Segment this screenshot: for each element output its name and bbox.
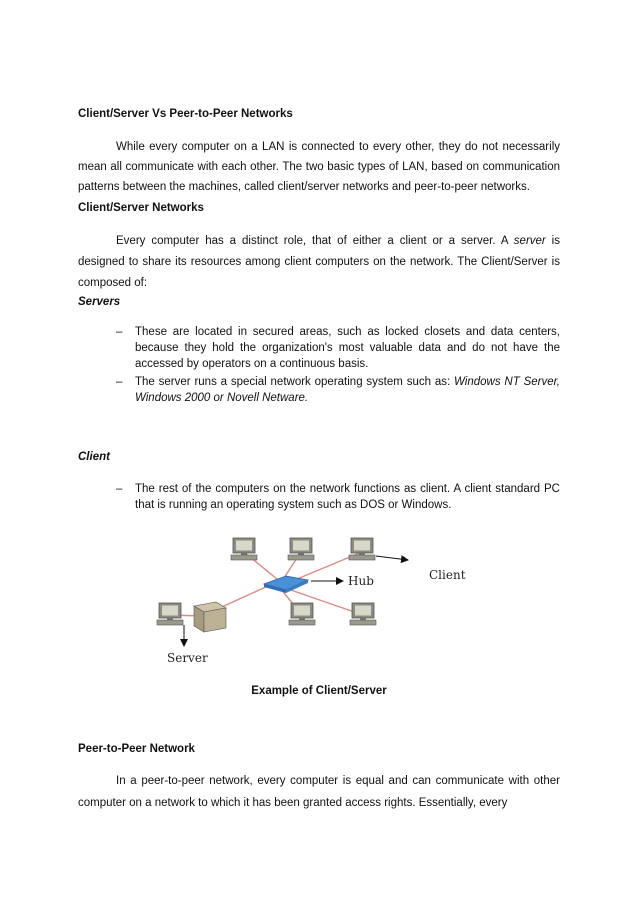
client-computer-icon [288,538,314,560]
bullet-text: The server runs a special network operating system such as: [135,376,455,388]
client-arrow [376,556,408,560]
list-item [78,324,560,372]
client-heading: Client [78,451,110,463]
cs-text-part2: is designed to share its resources among client computers on the network. The Client/Server is composed of: [78,235,560,289]
p2p-text: In a peer-to-peer network, every computer is equal and can communicate with other computer on a network to which it has been granted access rights. Essentially, every [78,775,560,809]
client-server-diagram [140,528,480,670]
cs-term-server: server [513,235,546,247]
page-title: Client/Server Vs Peer-to-Peer Networks [78,108,293,120]
servers-heading: Servers [78,296,121,308]
peer-to-peer-paragraph [78,770,560,814]
client-computer-icon [289,603,315,625]
bullet-dash: – [116,483,123,495]
list-item [78,481,560,513]
list-item [78,374,560,406]
client-server-paragraph [78,231,560,294]
cs-text-part1: Every computer has a distinct role, that of either a client or a server. A [116,235,514,247]
servers-bullet-list [78,324,560,408]
client-computer-icon [231,538,257,560]
bullet-dash: – [116,326,123,338]
client-computer-icon [350,603,376,625]
hub-icon [264,576,308,593]
client-computer-icon [157,603,183,625]
bullet-text: The rest of the computers on the network functions as client. A client standard PC that is running an operating system such as DOS or Windows. [135,483,560,511]
client-computer-icon [349,538,375,560]
client-server-heading: Client/Server Networks [78,202,204,214]
peer-to-peer-heading: Peer-to-Peer Network [78,743,195,755]
bullet-dash: – [116,376,123,388]
figure-caption: Example of Client/Server [251,685,387,697]
server-icon [194,602,226,632]
bullet-text: These are located in secured areas, such as locked closets and data centers, because they hold the organization's most valuable data and do not have the accessed by operators on a continuous basis. [135,326,560,370]
client-label: Client [429,568,466,582]
client-bullet-list [78,481,560,515]
bullet-italic-text: Windows NT Server, Windows 2000 or Novell Netware. [135,376,561,404]
hub-label: Hub [348,574,374,588]
intro-text: While every computer on a LAN is connected to every other, they do not necessarily mean all communicate with each other. The two basic types of LAN, based on communication patterns between the machines, called client/server networks and peer-to-peer networks. [78,141,560,193]
intro-paragraph [78,137,560,197]
server-label: Server [167,651,208,665]
